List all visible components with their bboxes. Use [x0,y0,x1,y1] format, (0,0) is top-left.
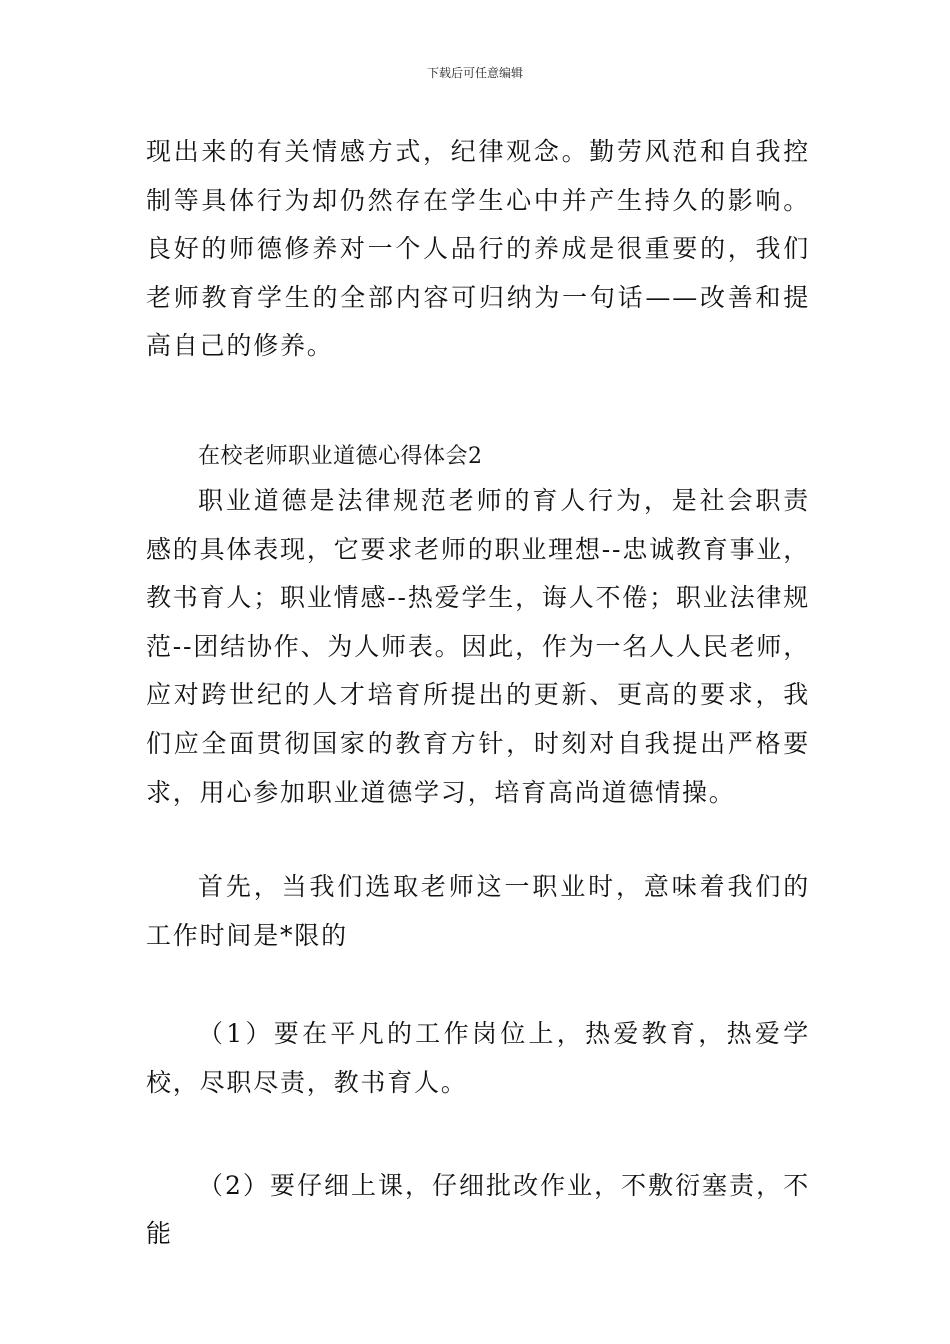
list-item-2: （2）要仔细上课，仔细批改作业，不敷衍塞责，不能 [146,1170,810,1249]
paragraph-continuation: 现出来的有关情感方式，纪律观念。勤劳风范和自我控制等具体行为却仍然存在学生心中并产生持久的影响。良好的师德修养对一个人品行的养成是很重要的，我们老师教育学生的全部内容可归纳为一句话——改善和提高自己的修养。 [146,137,810,361]
spacer [146,960,810,1010]
page-header: 下载后可任意编辑 [426,66,523,80]
document-body [146,128,810,1259]
paragraph-first-point: 首先，当我们选取老师这一职业时，意味着我们的工作时间是*限的 [146,872,810,950]
paragraph-professional-ethics: 职业道德是法律规范老师的育人行为，是社会职责感的具体表现，它要求老师的职业理想--忠诚教育事业，教书育人；职业情感--热爱学生，诲人不倦；职业法律规范--团结协作、为人师表。因此，作为一名人人民老师，应对跨世纪的人才培育所提出的更新、更高的要求，我们应全面贯彻国家的教育方针，时刻对自我提出严格要求，用心参加职业道德学习，培育高尚道德情操。 [146,485,810,807]
section-heading: 在校老师职业道德心得体会2 [198,443,483,469]
list-item-1: （1）要在平凡的工作岗位上，热爱教育，热爱学校，尽职尽责，教书育人。 [146,1019,810,1097]
spacer [146,1108,810,1162]
spacer [146,817,810,863]
spacer [146,371,810,437]
